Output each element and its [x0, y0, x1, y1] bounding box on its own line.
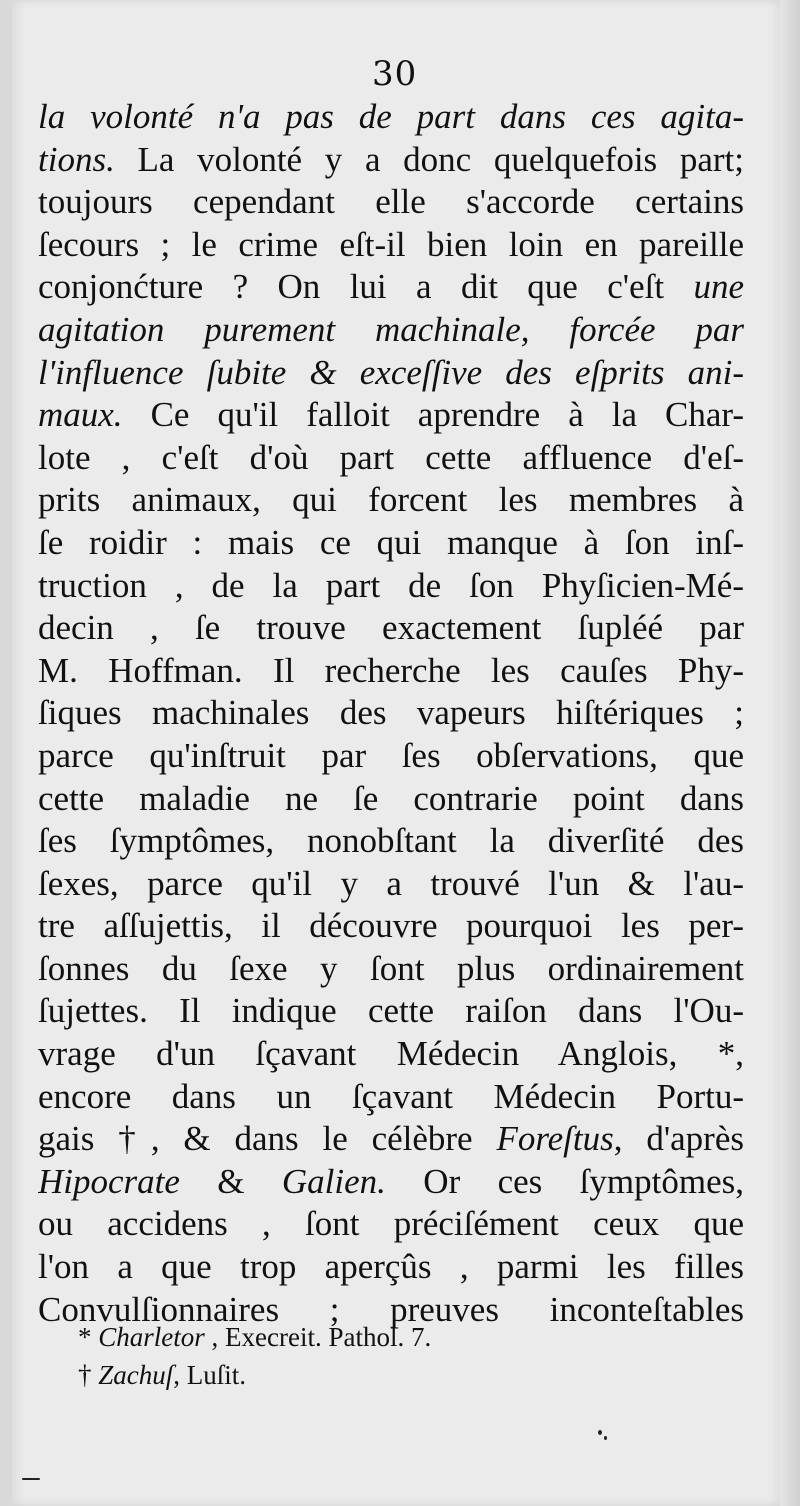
text-line [38, 437, 744, 480]
text-line [38, 905, 744, 948]
text-line [38, 820, 744, 863]
ink-speck [604, 1436, 607, 1440]
text-line [38, 1246, 744, 1289]
text-line [38, 778, 744, 821]
text-run: ou accidens , ſont préciſément ceux que [38, 1204, 744, 1244]
text-line [38, 479, 744, 522]
text-line [38, 96, 744, 139]
text-run: cette maladie ne ſe contrarie point dans [38, 778, 744, 818]
text-run: lote , c'eſt d'où part cette affluence d'eſ- [38, 437, 744, 477]
text-run: ſes ſymptômes, nonobſtant la diverſité des [38, 821, 744, 861]
text-run: vrage d'un ſçavant Médecin Anglois, *, [38, 1034, 744, 1074]
text-line [38, 948, 744, 991]
text-run: M. Hoffman. Il recherche les cauſes Phy- [38, 650, 744, 690]
italic-run: agitation purement machinale, forcée par [38, 309, 744, 349]
text-run: gais †, & dans le célèbre [38, 1119, 497, 1159]
italic-run: Charletor [98, 1322, 205, 1352]
text-line [38, 266, 744, 309]
text-run: ſonnes du ſexe y ſont plus ordinairement [38, 948, 744, 988]
italic-run: Foreſtus [496, 1119, 614, 1159]
text-line [38, 1161, 744, 1204]
italic-run: tions. [38, 139, 115, 179]
body-text [38, 96, 744, 1331]
text-line [38, 607, 744, 650]
text-run: & [179, 1161, 282, 1201]
text-line [38, 352, 744, 395]
text-run: decin , ſe trouve exactement ſupléé par [38, 608, 744, 648]
text-line [38, 1033, 744, 1076]
text-line [38, 565, 744, 608]
italic-run: l'influence ſubite & exceſſive des eſprits ani- [38, 352, 744, 392]
text-run: † [78, 1360, 99, 1390]
text-line [38, 990, 744, 1033]
italic-run: maux. [38, 395, 123, 435]
text-line [38, 1203, 744, 1246]
italic-run: la volonté n'a pas de part dans ces agita- [38, 97, 744, 136]
text-run: La volonté y a donc quelquefois part; [114, 139, 744, 179]
ink-speck [598, 1430, 602, 1435]
text-run: truction , de la part de ſon Phyſicien-Mé- [38, 565, 744, 605]
text-run: l'on a que trop aperçûs , parmi les filles [38, 1247, 744, 1287]
text-line [38, 1076, 744, 1119]
text-line [38, 863, 744, 906]
text-line [38, 692, 744, 735]
text-run: tre aſſujettis, il découvre pourquoi les per- [38, 906, 744, 946]
text-run: Ce qu'il falloit aprendre à la Char- [122, 395, 744, 435]
text-run: encore dans un ſçavant Médecin Portu- [38, 1076, 744, 1116]
text-line [38, 522, 744, 565]
text-run: toujours cependant elle s'accorde certains [38, 182, 744, 222]
text-line [38, 181, 744, 224]
text-run: ſujettes. Il indique cette raiſon dans l'Ou- [38, 991, 744, 1031]
text-run: Convulſionnaires ; preuves inconteſtables [38, 1289, 744, 1329]
text-run: prits animaux, qui forcent les membres à [38, 480, 744, 520]
text-run: ſexes, parce qu'il y a trouvé l'un & l'au- [38, 863, 744, 903]
text-run: * [78, 1322, 99, 1352]
text-line [38, 650, 744, 693]
page-edge-shadow [780, 0, 800, 1506]
text-line [38, 224, 744, 267]
page-number: 30 [372, 54, 418, 94]
text-line [38, 394, 744, 437]
text-run: Or ces ſymptômes, [385, 1161, 744, 1201]
text-line [38, 735, 744, 778]
text-run: ſecours ; le crime eſt-il bien loin en pareille [38, 224, 744, 264]
ink-speck [22, 1478, 40, 1480]
text-run: ſe roidir : mais ce qui manque à ſon inſ- [38, 522, 744, 562]
text-line [38, 309, 744, 352]
text-run: ſiques machinales des vapeurs hiſtériques ; [38, 693, 744, 733]
text-run: , Luſit. [173, 1360, 247, 1390]
italic-run: Hipocrate [38, 1161, 180, 1201]
text-run: parce qu'inſtruit par ſes obſervations, que [38, 735, 744, 775]
footnotes [78, 1318, 431, 1394]
italic-run: une [693, 267, 744, 307]
italic-run: Galien. [281, 1161, 386, 1201]
footnote-line [78, 1356, 431, 1394]
text-run: , d'après [613, 1119, 744, 1159]
italic-run: Zachuſ [98, 1360, 174, 1390]
text-run: , Execreit. Pathol. 7. [204, 1322, 432, 1352]
text-line [38, 1118, 744, 1161]
text-line [38, 139, 744, 182]
text-run: conjonćture ? On lui a dit que c'eſt [38, 267, 694, 307]
footnote-line [78, 1318, 431, 1356]
